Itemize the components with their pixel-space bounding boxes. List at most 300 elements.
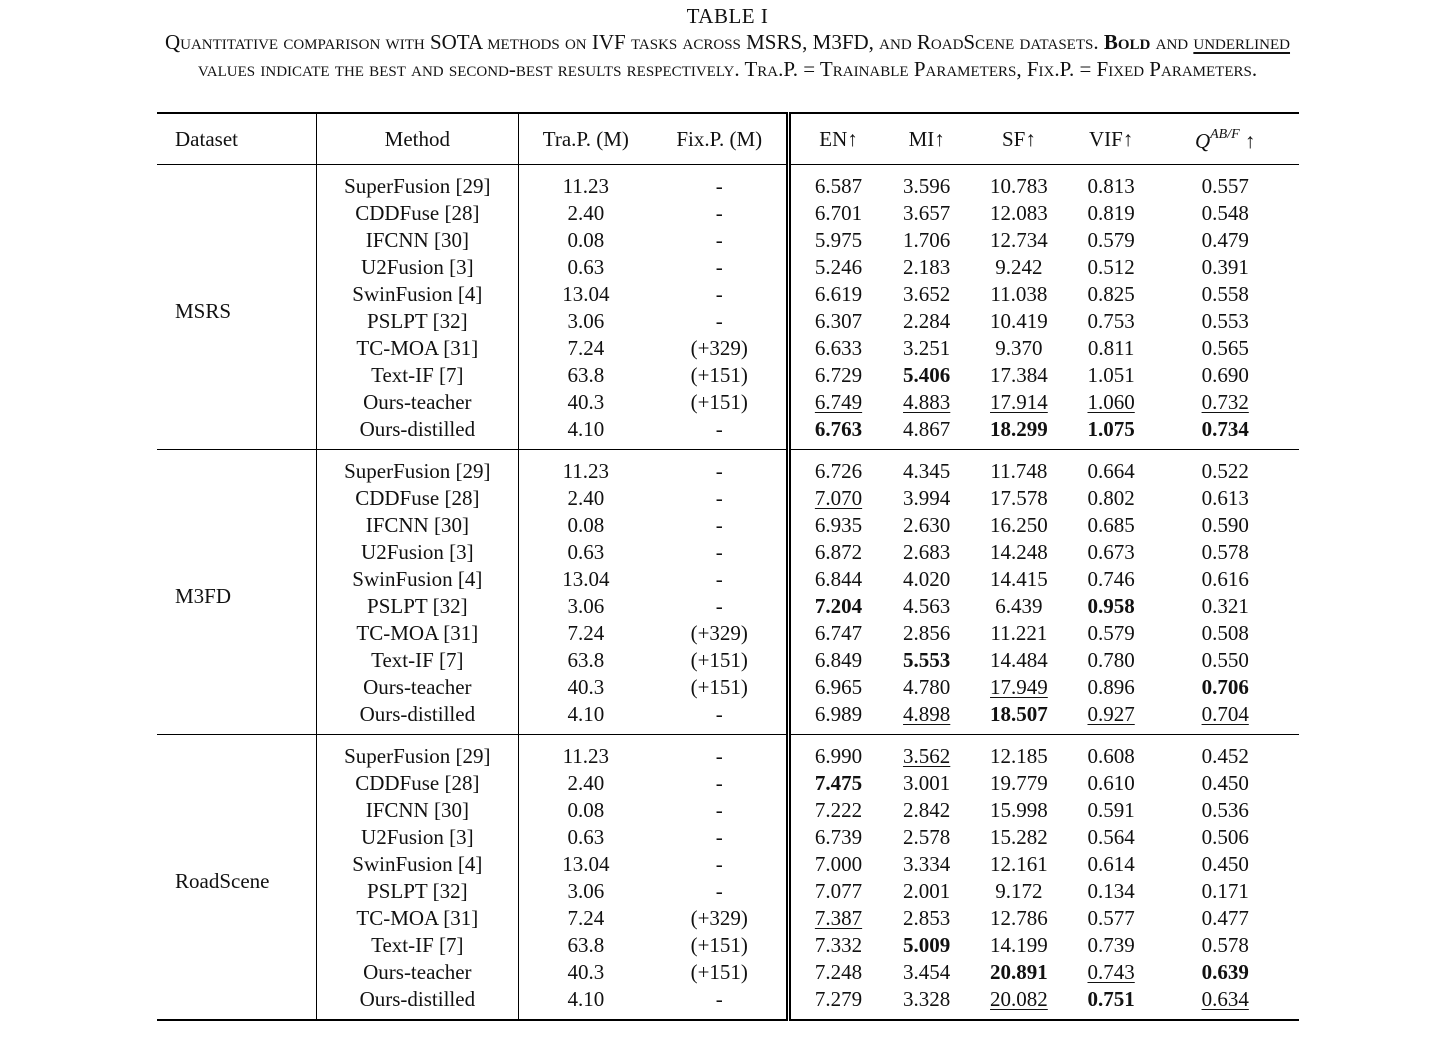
fixed-params-cell-value: (+151) xyxy=(690,648,748,672)
en-cell xyxy=(788,674,886,701)
method-cell xyxy=(316,254,518,281)
en-cell xyxy=(788,986,886,1020)
vif-cell xyxy=(1071,647,1152,674)
qabf-cell-value: 0.732 xyxy=(1201,390,1249,414)
mi-cell xyxy=(886,986,967,1020)
qabf-cell-value: 0.558 xyxy=(1201,282,1249,306)
method-cell-value: SwinFusion [4] xyxy=(352,852,483,876)
vif-cell xyxy=(1071,450,1152,486)
table-row xyxy=(157,362,1299,389)
trainable-params-cell-value: 7.24 xyxy=(567,336,605,360)
trainable-params-cell-value: 0.08 xyxy=(567,513,605,537)
vif-cell xyxy=(1071,701,1152,735)
trainable-params-cell xyxy=(518,308,653,335)
method-cell-value: TC-MOA [31] xyxy=(356,906,479,930)
vif-cell-value: 1.060 xyxy=(1087,390,1135,414)
qabf-cell xyxy=(1151,647,1299,674)
fixed-params-cell xyxy=(653,200,788,227)
method-cell-value: Text-IF [7] xyxy=(371,933,464,957)
trainable-params-cell xyxy=(518,824,653,851)
qabf-cell-value: 0.391 xyxy=(1201,255,1249,279)
vif-cell-value: 0.564 xyxy=(1087,825,1135,849)
method-cell xyxy=(316,512,518,539)
caption-underlined-word: underlined xyxy=(1193,30,1291,54)
dataset-label: MSRS xyxy=(175,298,232,323)
method-cell xyxy=(316,701,518,735)
fixed-params-cell xyxy=(653,485,788,512)
en-cell-value: 7.475 xyxy=(814,771,863,795)
sf-cell xyxy=(967,824,1071,851)
qabf-cell-value: 0.706 xyxy=(1201,675,1249,699)
qabf-cell xyxy=(1151,797,1299,824)
mi-cell-value: 2.183 xyxy=(903,255,951,279)
fixed-params-cell xyxy=(653,701,788,735)
vif-cell-value: 0.579 xyxy=(1087,228,1135,252)
qabf-cell xyxy=(1151,593,1299,620)
sf-cell xyxy=(967,735,1071,771)
method-cell xyxy=(316,959,518,986)
vif-cell-value: 0.664 xyxy=(1087,459,1135,483)
vif-cell xyxy=(1071,566,1152,593)
vif-cell-value: 0.685 xyxy=(1087,513,1135,537)
sf-cell-value: 10.419 xyxy=(990,309,1048,333)
en-cell xyxy=(788,416,886,450)
mi-cell-value: 2.284 xyxy=(903,309,951,333)
sf-cell-value: 20.082 xyxy=(990,987,1048,1011)
qabf-cell-value: 0.522 xyxy=(1201,459,1249,483)
qabf-cell xyxy=(1151,200,1299,227)
vif-cell xyxy=(1071,281,1152,308)
vif-cell-value: 0.608 xyxy=(1087,744,1135,768)
sf-cell xyxy=(967,797,1071,824)
mi-cell-value: 2.683 xyxy=(903,540,951,564)
caption-line-2: values indicate the best and second-best results respectively. Tra.P. = Trainable Parameters, Fix.P. = Fixed Parameters. xyxy=(197,57,1258,81)
sf-cell-value: 15.282 xyxy=(990,825,1048,849)
fixed-params-cell-value: - xyxy=(715,228,723,252)
method-cell-value: Ours-distilled xyxy=(359,987,476,1011)
sf-cell-value: 11.221 xyxy=(990,621,1048,645)
table-row xyxy=(157,878,1299,905)
sf-cell xyxy=(967,450,1071,486)
en-cell-value: 6.619 xyxy=(814,282,863,306)
fixed-params-cell xyxy=(653,450,788,486)
sf-cell xyxy=(967,512,1071,539)
fixed-params-cell xyxy=(653,932,788,959)
qabf-cell xyxy=(1151,512,1299,539)
en-cell xyxy=(788,701,886,735)
mi-cell xyxy=(886,566,967,593)
qabf-cell xyxy=(1151,281,1299,308)
vif-cell xyxy=(1071,959,1152,986)
en-cell xyxy=(788,227,886,254)
caption-line-1 xyxy=(0,29,1455,56)
method-cell-value: SuperFusion [29] xyxy=(344,459,491,483)
trainable-params-cell-value: 7.24 xyxy=(567,621,605,645)
sf-cell xyxy=(967,281,1071,308)
trainable-params-cell xyxy=(518,389,653,416)
en-cell xyxy=(788,770,886,797)
table-row xyxy=(157,851,1299,878)
sf-cell-value: 12.161 xyxy=(990,852,1048,876)
vif-cell xyxy=(1071,932,1152,959)
fixed-params-cell xyxy=(653,797,788,824)
en-cell xyxy=(788,735,886,771)
method-cell xyxy=(316,485,518,512)
header-trainable-params: Tra.P. (M) xyxy=(518,113,653,165)
en-cell-value: 6.747 xyxy=(814,621,863,645)
mi-cell xyxy=(886,905,967,932)
trainable-params-cell-value: 11.23 xyxy=(562,174,610,198)
vif-cell-value: 0.819 xyxy=(1087,201,1135,225)
method-cell-value: IFCNN [30] xyxy=(365,798,469,822)
en-cell xyxy=(788,905,886,932)
table-row xyxy=(157,335,1299,362)
vif-cell-value: 0.743 xyxy=(1087,960,1135,984)
en-cell-value: 6.307 xyxy=(814,309,863,333)
mi-cell xyxy=(886,281,967,308)
en-cell-value: 6.587 xyxy=(814,174,863,198)
fixed-params-cell xyxy=(653,647,788,674)
caption-bold-word: Bold xyxy=(1103,30,1151,54)
en-cell xyxy=(788,878,886,905)
fixed-params-cell-value: - xyxy=(715,825,723,849)
sf-cell-value: 12.185 xyxy=(990,744,1048,768)
mi-cell-value: 3.652 xyxy=(903,282,951,306)
en-cell-value: 6.844 xyxy=(814,567,863,591)
fixed-params-cell-value: - xyxy=(715,879,723,903)
method-cell xyxy=(316,165,518,201)
sf-cell-value: 12.734 xyxy=(990,228,1048,252)
trainable-params-cell xyxy=(518,335,653,362)
fixed-params-cell-value: (+151) xyxy=(690,363,748,387)
trainable-params-cell xyxy=(518,512,653,539)
mi-cell xyxy=(886,770,967,797)
qabf-cell-value: 0.536 xyxy=(1201,798,1249,822)
trainable-params-cell xyxy=(518,905,653,932)
sf-cell-value: 18.507 xyxy=(990,702,1048,726)
vif-cell xyxy=(1071,620,1152,647)
trainable-params-cell xyxy=(518,566,653,593)
trainable-params-cell-value: 40.3 xyxy=(567,960,605,984)
sf-cell-value: 17.578 xyxy=(990,486,1048,510)
sf-cell xyxy=(967,200,1071,227)
header-q-superscript: AB/F xyxy=(1210,127,1240,142)
fixed-params-cell xyxy=(653,308,788,335)
trainable-params-cell-value: 2.40 xyxy=(567,201,605,225)
sf-cell-value: 19.779 xyxy=(990,771,1048,795)
method-cell xyxy=(316,905,518,932)
vif-cell-value: 1.051 xyxy=(1087,363,1135,387)
qabf-cell xyxy=(1151,674,1299,701)
vif-cell-value: 0.927 xyxy=(1087,702,1135,726)
sf-cell xyxy=(967,986,1071,1020)
header-dataset: Dataset xyxy=(157,113,316,165)
qabf-cell-value: 0.452 xyxy=(1201,744,1249,768)
trainable-params-cell xyxy=(518,254,653,281)
en-cell xyxy=(788,620,886,647)
trainable-params-cell xyxy=(518,281,653,308)
table-row xyxy=(157,647,1299,674)
fixed-params-cell-value: (+151) xyxy=(690,933,748,957)
sf-cell-value: 11.038 xyxy=(990,282,1048,306)
en-cell-value: 6.726 xyxy=(814,459,863,483)
method-cell xyxy=(316,389,518,416)
method-cell-value: SuperFusion [29] xyxy=(344,174,491,198)
fixed-params-cell-value: - xyxy=(715,486,723,510)
fixed-params-cell-value: - xyxy=(715,459,723,483)
vif-cell xyxy=(1071,165,1152,201)
table-title: TABLE I xyxy=(686,4,769,28)
mi-cell xyxy=(886,824,967,851)
method-cell-value: U2Fusion [3] xyxy=(361,255,474,279)
qabf-cell-value: 0.578 xyxy=(1201,540,1249,564)
vif-cell xyxy=(1071,986,1152,1020)
en-cell xyxy=(788,797,886,824)
fixed-params-cell-value: - xyxy=(715,852,723,876)
table-row xyxy=(157,539,1299,566)
fixed-params-cell-value: - xyxy=(715,282,723,306)
mi-cell xyxy=(886,797,967,824)
trainable-params-cell xyxy=(518,770,653,797)
fixed-params-cell xyxy=(653,362,788,389)
fixed-params-cell xyxy=(653,416,788,450)
trainable-params-cell xyxy=(518,959,653,986)
table-row xyxy=(157,593,1299,620)
vif-cell xyxy=(1071,362,1152,389)
method-cell-value: Ours-distilled xyxy=(359,702,476,726)
method-cell xyxy=(316,878,518,905)
trainable-params-cell xyxy=(518,450,653,486)
method-cell-value: Ours-distilled xyxy=(359,417,476,441)
vif-cell-value: 0.753 xyxy=(1087,309,1135,333)
method-cell xyxy=(316,281,518,308)
fixed-params-cell xyxy=(653,770,788,797)
qabf-cell xyxy=(1151,878,1299,905)
vif-cell xyxy=(1071,797,1152,824)
qabf-cell-value: 0.479 xyxy=(1201,228,1249,252)
fixed-params-cell xyxy=(653,824,788,851)
method-cell xyxy=(316,647,518,674)
sf-cell-value: 14.415 xyxy=(990,567,1048,591)
vif-cell xyxy=(1071,770,1152,797)
en-cell-value: 7.279 xyxy=(814,987,863,1011)
dataset-label: RoadScene xyxy=(175,868,270,893)
vif-cell xyxy=(1071,824,1152,851)
table-row xyxy=(157,674,1299,701)
table-row xyxy=(157,308,1299,335)
sf-cell xyxy=(967,959,1071,986)
qabf-cell-value: 0.506 xyxy=(1201,825,1249,849)
trainable-params-cell-value: 3.06 xyxy=(567,309,605,333)
header-row xyxy=(157,113,1299,165)
sf-cell xyxy=(967,905,1071,932)
mi-cell-value: 3.334 xyxy=(903,852,951,876)
qabf-cell xyxy=(1151,735,1299,771)
vif-cell-value: 0.739 xyxy=(1087,933,1135,957)
vif-cell-value: 0.673 xyxy=(1087,540,1135,564)
vif-cell xyxy=(1071,878,1152,905)
trainable-params-cell xyxy=(518,362,653,389)
vif-cell-value: 0.591 xyxy=(1087,798,1135,822)
mi-cell-value: 2.001 xyxy=(903,879,951,903)
fixed-params-cell-value: - xyxy=(715,744,723,768)
fixed-params-cell-value: - xyxy=(715,702,723,726)
trainable-params-cell xyxy=(518,647,653,674)
qabf-cell xyxy=(1151,450,1299,486)
sf-cell xyxy=(967,227,1071,254)
en-cell-value: 6.872 xyxy=(814,540,863,564)
sf-cell xyxy=(967,165,1071,201)
method-cell-value: PSLPT [32] xyxy=(367,879,468,903)
sf-cell xyxy=(967,770,1071,797)
trainable-params-cell-value: 0.08 xyxy=(567,228,605,252)
mi-cell xyxy=(886,674,967,701)
method-cell xyxy=(316,932,518,959)
en-cell xyxy=(788,647,886,674)
trainable-params-cell-value: 4.10 xyxy=(567,702,605,726)
sf-cell xyxy=(967,566,1071,593)
qabf-cell xyxy=(1151,165,1299,201)
mi-cell-value: 4.867 xyxy=(903,417,951,441)
table-row xyxy=(157,566,1299,593)
en-cell-value: 6.729 xyxy=(814,363,863,387)
method-cell-value: Ours-teacher xyxy=(363,960,472,984)
sf-cell xyxy=(967,335,1071,362)
trainable-params-cell-value: 0.63 xyxy=(567,255,605,279)
method-cell xyxy=(316,227,518,254)
sf-cell xyxy=(967,416,1071,450)
fixed-params-cell xyxy=(653,735,788,771)
sf-cell-value: 17.914 xyxy=(990,390,1048,414)
qabf-cell-value: 0.578 xyxy=(1201,933,1249,957)
qabf-cell xyxy=(1151,986,1299,1020)
mi-cell xyxy=(886,362,967,389)
method-cell-value: CDDFuse [28] xyxy=(355,486,480,510)
en-cell-value: 5.975 xyxy=(814,228,863,252)
mi-cell-value: 3.328 xyxy=(903,987,951,1011)
vif-cell xyxy=(1071,389,1152,416)
vif-cell xyxy=(1071,308,1152,335)
en-cell-value: 6.935 xyxy=(814,513,863,537)
qabf-cell-value: 0.690 xyxy=(1201,363,1249,387)
en-cell-value: 6.739 xyxy=(814,825,863,849)
vif-cell-value: 0.813 xyxy=(1087,174,1135,198)
dataset-label: M3FD xyxy=(175,583,232,608)
fixed-params-cell-value: (+329) xyxy=(690,906,748,930)
fixed-params-cell xyxy=(653,389,788,416)
mi-cell-value: 5.406 xyxy=(903,363,951,387)
sf-cell xyxy=(967,701,1071,735)
mi-cell xyxy=(886,701,967,735)
vif-cell-value: 0.577 xyxy=(1087,906,1135,930)
trainable-params-cell xyxy=(518,200,653,227)
sf-cell-value: 18.299 xyxy=(990,417,1048,441)
mi-cell xyxy=(886,539,967,566)
mi-cell-value: 2.842 xyxy=(903,798,951,822)
table-caption xyxy=(0,0,1455,83)
method-cell xyxy=(316,735,518,771)
method-cell-value: Ours-teacher xyxy=(363,390,472,414)
mi-cell xyxy=(886,851,967,878)
table-row xyxy=(157,254,1299,281)
method-cell-value: PSLPT [32] xyxy=(367,309,468,333)
fixed-params-cell xyxy=(653,335,788,362)
qabf-cell xyxy=(1151,389,1299,416)
trainable-params-cell-value: 40.3 xyxy=(567,675,605,699)
sf-cell-value: 11.748 xyxy=(990,459,1048,483)
method-cell xyxy=(316,335,518,362)
method-cell-value: PSLPT [32] xyxy=(367,594,468,618)
qabf-cell xyxy=(1151,308,1299,335)
mi-cell-value: 2.856 xyxy=(903,621,951,645)
en-cell-value: 7.070 xyxy=(814,486,863,510)
sf-cell xyxy=(967,851,1071,878)
method-cell xyxy=(316,416,518,450)
qabf-cell-value: 0.590 xyxy=(1201,513,1249,537)
table-row xyxy=(157,227,1299,254)
method-cell-value: TC-MOA [31] xyxy=(356,336,479,360)
mi-cell xyxy=(886,254,967,281)
method-cell xyxy=(316,674,518,701)
mi-cell-value: 5.553 xyxy=(903,648,951,672)
en-cell xyxy=(788,281,886,308)
table-row xyxy=(157,200,1299,227)
dataset-group-msrs xyxy=(157,165,1299,450)
en-cell xyxy=(788,539,886,566)
fixed-params-cell xyxy=(653,620,788,647)
sf-cell-value: 9.370 xyxy=(995,336,1043,360)
en-cell xyxy=(788,389,886,416)
vif-cell xyxy=(1071,735,1152,771)
mi-cell xyxy=(886,227,967,254)
en-cell xyxy=(788,362,886,389)
trainable-params-cell xyxy=(518,797,653,824)
fixed-params-cell xyxy=(653,593,788,620)
mi-cell xyxy=(886,735,967,771)
method-cell xyxy=(316,362,518,389)
vif-cell-value: 0.614 xyxy=(1087,852,1135,876)
trainable-params-cell-value: 4.10 xyxy=(567,417,605,441)
fixed-params-cell xyxy=(653,878,788,905)
qabf-cell-value: 0.704 xyxy=(1201,702,1249,726)
en-cell-value: 6.989 xyxy=(814,702,863,726)
qabf-cell-value: 0.553 xyxy=(1201,309,1249,333)
mi-cell-value: 1.706 xyxy=(903,228,951,252)
fixed-params-cell-value: (+151) xyxy=(690,675,748,699)
vif-cell-value: 0.512 xyxy=(1087,255,1135,279)
table-row xyxy=(157,620,1299,647)
vif-cell-value: 0.780 xyxy=(1087,648,1135,672)
sf-cell xyxy=(967,362,1071,389)
method-cell xyxy=(316,770,518,797)
vif-cell-value: 0.579 xyxy=(1087,621,1135,645)
trainable-params-cell-value: 3.06 xyxy=(567,879,605,903)
sf-cell-value: 10.783 xyxy=(990,174,1048,198)
trainable-params-cell-value: 0.63 xyxy=(567,825,605,849)
en-cell xyxy=(788,851,886,878)
fixed-params-cell xyxy=(653,674,788,701)
fixed-params-cell xyxy=(653,539,788,566)
method-cell xyxy=(316,824,518,851)
sf-cell xyxy=(967,539,1071,566)
mi-cell-value: 4.020 xyxy=(903,567,951,591)
dataset-group-roadscene xyxy=(157,735,1299,1021)
en-cell xyxy=(788,335,886,362)
mi-cell xyxy=(886,932,967,959)
fixed-params-cell-value: (+329) xyxy=(690,336,748,360)
qabf-cell xyxy=(1151,932,1299,959)
mi-cell-value: 4.883 xyxy=(903,390,951,414)
